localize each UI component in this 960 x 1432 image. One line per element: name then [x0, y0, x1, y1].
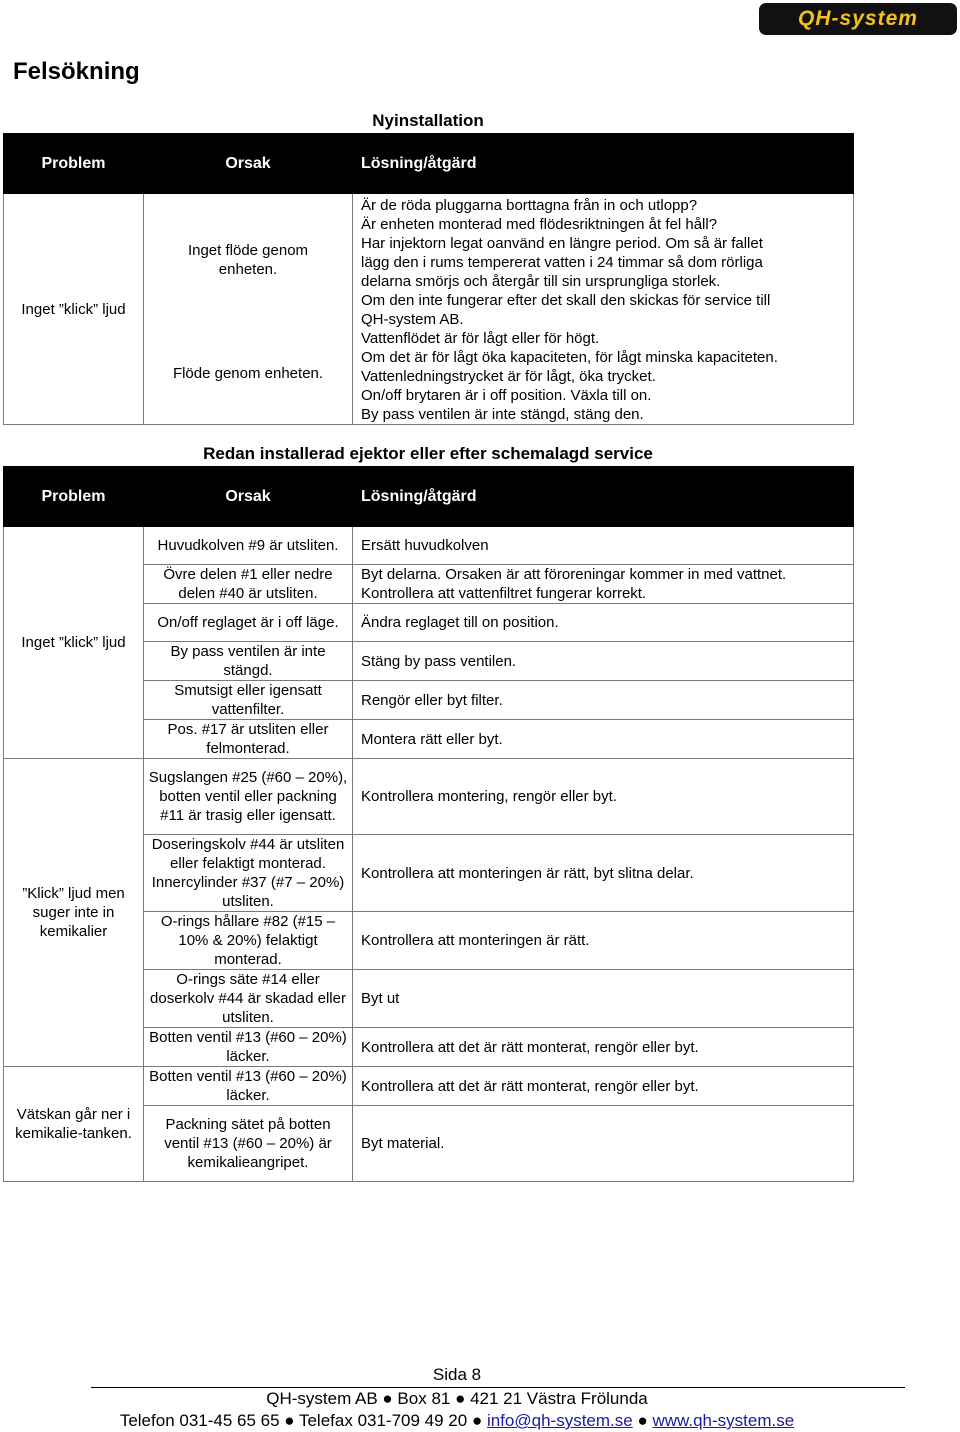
header-losning: Lösning/åtgärd	[353, 467, 854, 527]
troubleshooting-table-new-install	[3, 133, 854, 425]
orsak-cell: Övre delen #1 eller nedre delen #40 är utsliten.	[144, 565, 353, 604]
brand-logo	[759, 3, 957, 35]
losning-line: QH-system AB.	[361, 311, 464, 328]
orsak-cell: Pos. #17 är utsliten eller felmonterad.	[144, 720, 353, 759]
orsak-cell: Botten ventil #13 (#60 – 20%) läcker.	[144, 1067, 353, 1106]
orsak-cell: Botten ventil #13 (#60 – 20%) läcker.	[144, 1028, 353, 1067]
losning-cell: Kontrollera montering, rengör eller byt.	[353, 759, 854, 835]
losning-line: Om den inte fungerar efter det skall den skickas för service till	[361, 292, 771, 309]
losning-cell: Rengör eller byt filter.	[353, 681, 854, 720]
header-orsak: Orsak	[144, 467, 353, 527]
footer-address: QH-system AB ● Box 81 ● 421 21 Västra Frölunda	[266, 1389, 648, 1408]
header-losning: Lösning/åtgärd	[353, 134, 854, 194]
orsak-cell	[144, 194, 353, 425]
orsak-no-flow: Inget flöde genom enheten.	[187, 242, 309, 278]
losning-cell: Kontrollera att det är rätt monterat, rengör eller byt.	[353, 1067, 854, 1106]
losning-line: On/off brytaren är i off position. Växla till on.	[361, 387, 652, 404]
losning-cell: Montera rätt eller byt.	[353, 720, 854, 759]
losning-cell: Byt delarna. Orsaken är att föroreningar kommer in med vattnet. Kontrollera att vattenfiltret fungerar korrekt.	[353, 565, 854, 604]
losning-cell: Kontrollera att monteringen är rätt.	[353, 912, 854, 970]
losning-line: By pass ventilen är inte stängd, stäng den.	[361, 406, 644, 423]
losning-line: Är de röda pluggarna borttagna från in och utlopp?	[361, 197, 698, 214]
losning-line: Vattenledningstrycket är för lågt, öka trycket.	[361, 368, 656, 385]
losning-cell: Ändra reglaget till on position.	[353, 604, 854, 642]
losning-line: lägg den i rums tempererat vatten i 24 timmar så dom rörliga	[361, 254, 763, 271]
losning-cell: Ersätt huvudkolven	[353, 527, 854, 565]
email-link[interactable]: info@qh-system.se	[486, 1411, 633, 1430]
header-orsak: Orsak	[144, 134, 353, 194]
section-title-service: Redan installerad ejektor eller efter schemalagd service	[203, 444, 653, 463]
losning-line: Har injektorn legat oanvänd en längre period. Om så är fallet	[361, 235, 763, 252]
orsak-cell: Smutsigt eller igensatt vattenfilter.	[144, 681, 353, 720]
losning-cell: Byt ut	[353, 970, 854, 1028]
header-problem: Problem	[4, 134, 144, 194]
troubleshooting-table-service	[3, 466, 854, 1182]
orsak-cell: Sugslangen #25 (#60 – 20%), botten ventil eller packning #11 är trasig eller igensatt.	[144, 759, 353, 835]
website-link[interactable]: www.qh-system.se	[652, 1411, 795, 1430]
table-row	[4, 1067, 854, 1106]
page-title: Felsökning	[13, 58, 140, 85]
footer-contact	[0, 1411, 914, 1431]
losning-cell	[353, 194, 854, 425]
losning-cell: Byt material.	[353, 1106, 854, 1182]
footer-divider	[91, 1387, 905, 1388]
table-row	[4, 759, 854, 835]
page-number: Sida 8	[432, 1365, 482, 1384]
orsak-cell: Huvudkolven #9 är utsliten.	[144, 527, 353, 565]
losning-cell: Kontrollera att monteringen är rätt, byt slitna delar.	[353, 835, 854, 912]
problem-cell: Inget ”klick” ljud	[4, 527, 144, 759]
orsak-cell: By pass ventilen är inte stängd.	[144, 642, 353, 681]
problem-cell: Vätskan går ner i kemikalie-tanken.	[4, 1067, 144, 1182]
losning-line: Om det är för lågt öka kapaciteten, för lågt minska kapaciteten.	[361, 349, 778, 366]
table-row	[4, 194, 854, 425]
losning-cell: Stäng by pass ventilen.	[353, 642, 854, 681]
table-row	[4, 527, 854, 565]
orsak-cell: Packning sätet på botten ventil #13 (#60 – 20%) är kemikalieangripet.	[144, 1106, 353, 1182]
header-problem: Problem	[4, 467, 144, 527]
orsak-cell: O-rings hållare #82 (#15 – 10% & 20%) felaktigt monterad.	[144, 912, 353, 970]
section-title-nyinstallation: Nyinstallation	[372, 111, 484, 130]
orsak-cell: Doseringskolv #44 är utsliten eller felaktigt monterad. Innercylinder #37 (#7 – 20%) utsliten.	[144, 835, 353, 912]
problem-cell: ”Klick” ljud men suger inte in kemikalier	[4, 759, 144, 1067]
orsak-flow: Flöde genom enheten.	[172, 365, 324, 382]
footer-separator: ●	[637, 1411, 648, 1430]
losning-line: delarna smörjs och återgår till sin ursprungliga storlek.	[361, 273, 721, 290]
problem-cell: Inget ”klick” ljud	[4, 194, 144, 425]
footer-phone: Telefon 031-45 65 65 ● Telefax 031-709 49 20 ●	[119, 1411, 483, 1430]
losning-line: Vattenflödet är för lågt eller för högt.	[361, 330, 600, 347]
losning-cell: Kontrollera att det är rätt monterat, rengör eller byt.	[353, 1028, 854, 1067]
table-header-row	[4, 467, 854, 527]
orsak-cell: O-rings säte #14 eller doserkolv #44 är skadad eller utsliten.	[144, 970, 353, 1028]
logo-text: QH-system	[798, 7, 918, 30]
losning-line: Är enheten monterad med flödesriktningen åt fel håll?	[361, 216, 718, 233]
table-header-row	[4, 134, 854, 194]
orsak-cell: On/off reglaget är i off läge.	[144, 604, 353, 642]
